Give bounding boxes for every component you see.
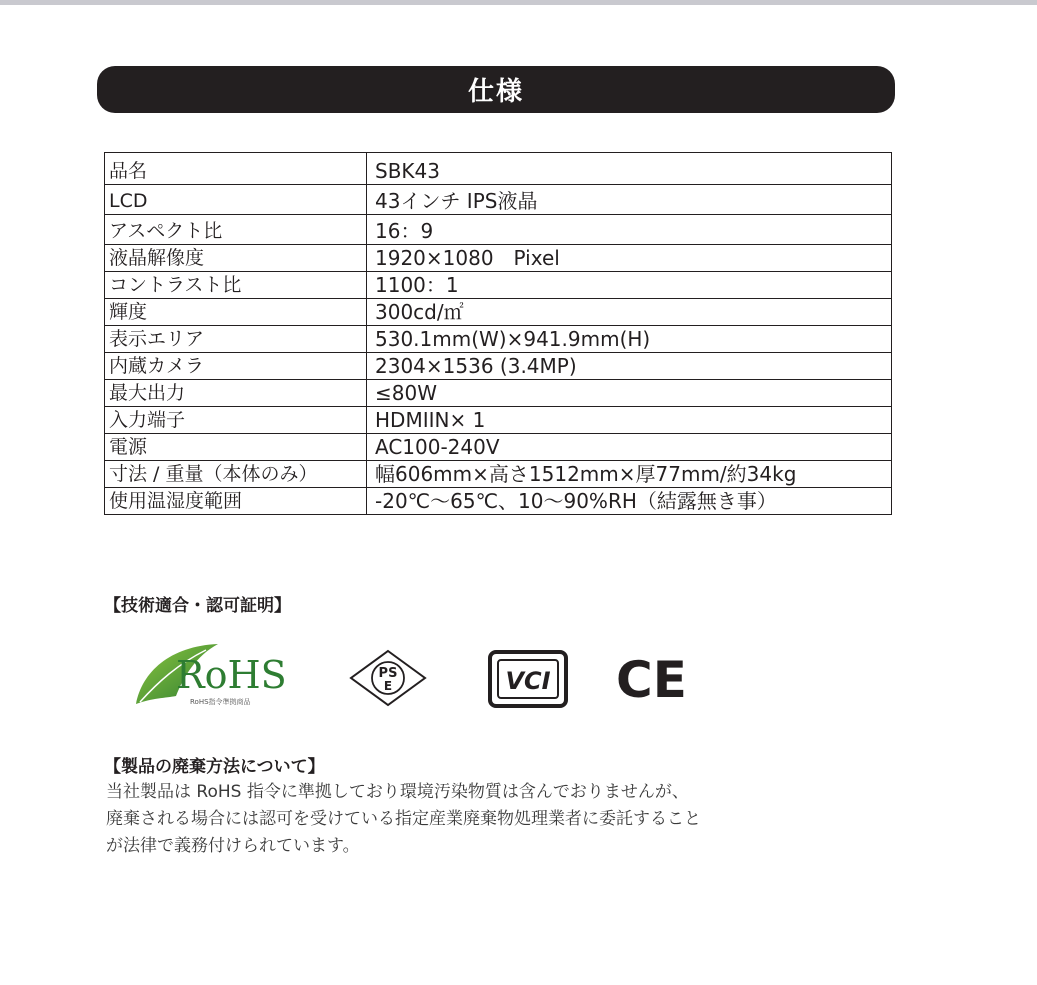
certification-heading: 【技術適合・認可証明】 [104, 596, 291, 616]
spec-value: -20℃〜65℃、10〜90%RH（結露無き事） [367, 488, 892, 515]
spec-label: 寸法 / 重量（本体のみ） [105, 461, 367, 488]
spec-value: 1100：1 [367, 272, 892, 299]
spec-row [105, 407, 892, 434]
page-title: 仕様 [467, 77, 524, 107]
disposal-line: が法律で義務付けられています。 [106, 836, 360, 856]
spec-row [105, 461, 892, 488]
rohs-subtext: RoHS指令準拠商品 [190, 698, 251, 706]
spec-table [104, 152, 892, 515]
spec-label: コントラスト比 [105, 272, 367, 299]
pse-text-bottom: E [383, 679, 393, 693]
spec-value: 16：9 [367, 215, 892, 245]
spec-value: 300cd/㎡ [367, 299, 892, 326]
disposal-line: 廃棄される場合には認可を受けている指定産業廃棄物処理業者に委託すること [106, 809, 701, 829]
spec-label: 表示エリア [105, 326, 367, 353]
spec-label: 品名 [105, 153, 367, 185]
disposal-line: 当社製品は RoHS 指令に準拠しており環境汚染物質は含んでおりませんが、 [106, 782, 689, 802]
spec-value: ≤80W [367, 380, 892, 407]
spec-row [105, 299, 892, 326]
spec-row [105, 353, 892, 380]
spec-label: 輝度 [105, 299, 367, 326]
spec-value: 1920×1080 Pixel [367, 245, 892, 272]
spec-value: 幅606mm×高さ1512mm×厚77mm/約34kg [367, 461, 892, 488]
spec-row [105, 185, 892, 215]
spec-row [105, 215, 892, 245]
rohs-text: RoHS [176, 653, 287, 697]
spec-row [105, 153, 892, 185]
spec-value: 43インチ IPS液晶 [367, 185, 892, 215]
spec-value: 530.1mm(W)×941.9mm(H) [367, 326, 892, 353]
ce-text: CE [616, 651, 687, 706]
spec-label: LCD [105, 185, 367, 215]
spec-row [105, 488, 892, 515]
spec-label: 電源 [105, 434, 367, 461]
spec-row [105, 272, 892, 299]
pse-logo [348, 648, 428, 708]
disposal-heading: 【製品の廃棄方法について】 [104, 757, 325, 777]
spec-value: 2304×1536 (3.4MP) [367, 353, 892, 380]
spec-label: 最大出力 [105, 380, 367, 407]
spec-value: HDMIIN× 1 [367, 407, 892, 434]
spec-value: SBK43 [367, 153, 892, 185]
ce-logo [614, 650, 694, 706]
spec-value: AC100-240V [367, 434, 892, 461]
spec-row [105, 380, 892, 407]
spec-label: 内蔵カメラ [105, 353, 367, 380]
spec-label: アスペクト比 [105, 215, 367, 245]
spec-label: 使用温湿度範囲 [105, 488, 367, 515]
spec-label: 液晶解像度 [105, 245, 367, 272]
spec-label: 入力端子 [105, 407, 367, 434]
top-strip [0, 0, 1037, 5]
spec-row [105, 326, 892, 353]
spec-title-bar [97, 66, 895, 113]
disposal-text [106, 779, 701, 860]
spec-row [105, 245, 892, 272]
vcci-text: VCI [505, 667, 551, 695]
vcci-logo [488, 650, 568, 708]
rohs-logo [132, 638, 300, 710]
pse-text-top: PS [378, 666, 398, 681]
spec-row [105, 434, 892, 461]
